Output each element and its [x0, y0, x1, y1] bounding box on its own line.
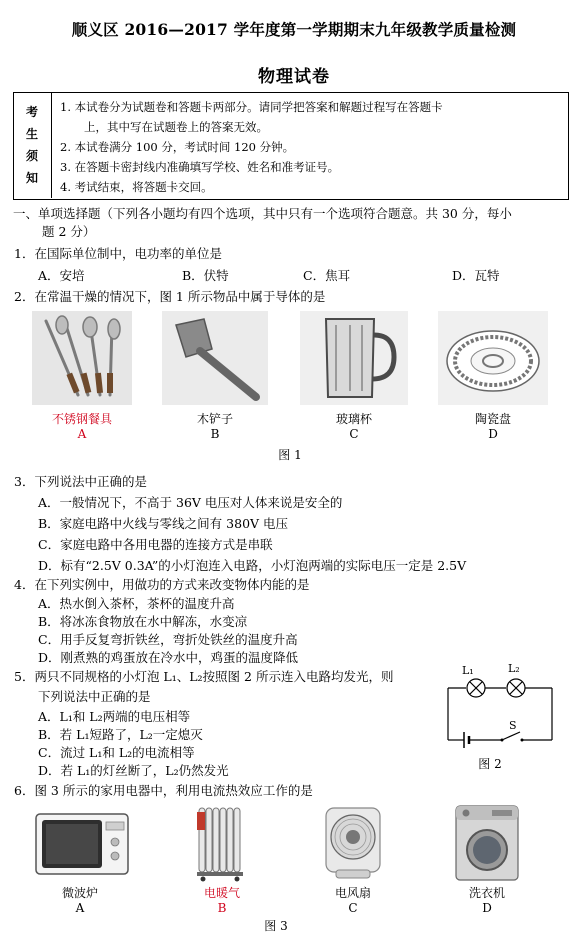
question-4-option-d: D．刚煮熟的鸡蛋放在冷水中，鸡蛋的温度降低: [38, 650, 299, 665]
wooden-spatula-image: [162, 311, 268, 405]
question-3-option-c: C．家庭电路中各用电器的连接方式是串联: [38, 537, 273, 552]
question-1-stem: 1．在国际单位制中，电功率的单位是: [14, 246, 222, 261]
question-5-stem: 5．两只不同规格的小灯泡 L₁、L₂按照图 2 所示连入电路均发光，则: [14, 669, 394, 684]
figure1-letter-d: D: [488, 427, 498, 441]
glass-cup-image: [300, 311, 408, 405]
question-5-option-b: B．若 L₁短路了，L₂一定熄灭: [38, 727, 203, 742]
figure1-caption-c: 玻璃杯: [335, 412, 372, 426]
figure3-caption-d: 洗衣机: [468, 886, 505, 900]
figure3-letter-b: B: [217, 901, 227, 915]
figure3-caption-c: 电风扇: [334, 886, 371, 900]
lamp-1-label: L₁: [462, 664, 474, 677]
figure2-label: 图 2: [478, 757, 502, 771]
question-3-option-b: B．家庭电路中火线与零线之间有 380V 电压: [38, 516, 289, 531]
figure3-letter-a: A: [75, 901, 85, 915]
notice-line: 上，其中写在试题卷上的答案无效。: [84, 120, 268, 134]
exam-title: 顺义区 2016—2017 学年度第一学期期末九年级教学质量检测: [71, 20, 517, 39]
figure3-caption-b: 电暖气: [203, 886, 240, 900]
figure3-caption-a: 微波炉: [61, 886, 98, 900]
question-6-stem: 6．图 3 所示的家用电器中，利用电流热效应工作的是: [14, 783, 313, 798]
notice-line: 1. 本试卷分为试题卷和答题卡两部分。请同学把答案和解题过程写在答题卡: [60, 100, 443, 114]
figure1-letter-c: C: [349, 427, 359, 441]
question-3-option-a: A．一般情况下，不高于 36V 电压对人体来说是安全的: [38, 495, 343, 510]
electric-fan-image: [320, 804, 386, 882]
lamp-2-label: L₂: [508, 662, 520, 675]
question-5-option-d: D．若 L₁的灯丝断了，L₂仍然发光: [38, 763, 229, 778]
figure3-letter-d: D: [482, 901, 492, 915]
notice-line: 2. 本试卷满分 100 分，考试时间 120 分钟。: [60, 140, 295, 154]
figure3-letter-c: C: [348, 901, 358, 915]
question-2-stem: 2．在常温干燥的情况下，图 1 所示物品中属于导体的是: [14, 289, 326, 304]
notice-line: 4. 考试结束，将答题卡交回。: [60, 180, 213, 194]
figure3-label: 图 3: [264, 919, 288, 933]
notice-line: 3. 在答题卡密封线内准确填写学校、姓名和准考证号。: [60, 160, 340, 174]
question-5-stem-cont: 下列说法中正确的是: [38, 689, 151, 704]
ceramic-plate-image: [438, 311, 548, 405]
notice-label-char: 生: [26, 127, 39, 141]
figure1-caption-d: 陶瓷盘: [474, 412, 511, 426]
question-3-stem: 3．下列说法中正确的是: [14, 474, 147, 489]
question-1-option-a: A．安培: [38, 268, 85, 283]
notice-box: [13, 92, 569, 200]
figure1-letter-b: B: [210, 427, 220, 441]
question-4-option-c: C．用手反复弯折铁丝，弯折处铁丝的温度升高: [38, 632, 298, 647]
figure1-caption-b: 木铲子: [196, 412, 233, 426]
figure1-caption-a: 不锈钢餐具: [51, 412, 112, 426]
section-heading: 一、单项选择题（下列各小题均有四个选项，其中只有一个选项符合题意。共 30 分，每小: [13, 206, 512, 221]
notice-label-char: 须: [26, 149, 39, 163]
figure1-letter-a: A: [77, 427, 87, 441]
question-4-stem: 4．在下列实例中，用做功的方式来改变物体内能的是: [14, 577, 310, 592]
exam-subtitle: 物理试卷: [258, 67, 330, 87]
figure1-label: 图 1: [278, 448, 302, 462]
circuit-diagram: [440, 660, 560, 752]
question-1-option-d: D．瓦特: [452, 268, 500, 283]
question-4-option-b: B．将冰冻食物放在水中解冻，水变凉: [38, 614, 248, 629]
question-5-option-c: C．流过 L₁和 L₂的电流相等: [38, 745, 195, 760]
notice-label: [14, 93, 52, 198]
microwave-image: [34, 806, 130, 880]
washing-machine-image: [452, 804, 522, 882]
notice-label-char: 知: [26, 171, 39, 185]
cutlery-image: [32, 311, 132, 405]
question-1-option-b: B．伏特: [182, 268, 229, 283]
question-4-option-a: A．热水倒入茶杯，茶杯的温度升高: [38, 596, 235, 611]
section-heading-cont: 题 2 分）: [42, 224, 96, 239]
notice-label-char: 考: [26, 105, 39, 119]
electric-heater-image: [193, 804, 249, 882]
question-3-option-d: D．标有“2.5V 0.3A”的小灯泡连入电路，小灯泡两端的实际电压一定是 2.5V: [38, 558, 467, 573]
question-5-option-a: A．L₁和 L₂两端的电压相等: [38, 709, 191, 724]
question-1-option-c: C．焦耳: [303, 268, 351, 283]
switch-label: S: [509, 719, 517, 732]
